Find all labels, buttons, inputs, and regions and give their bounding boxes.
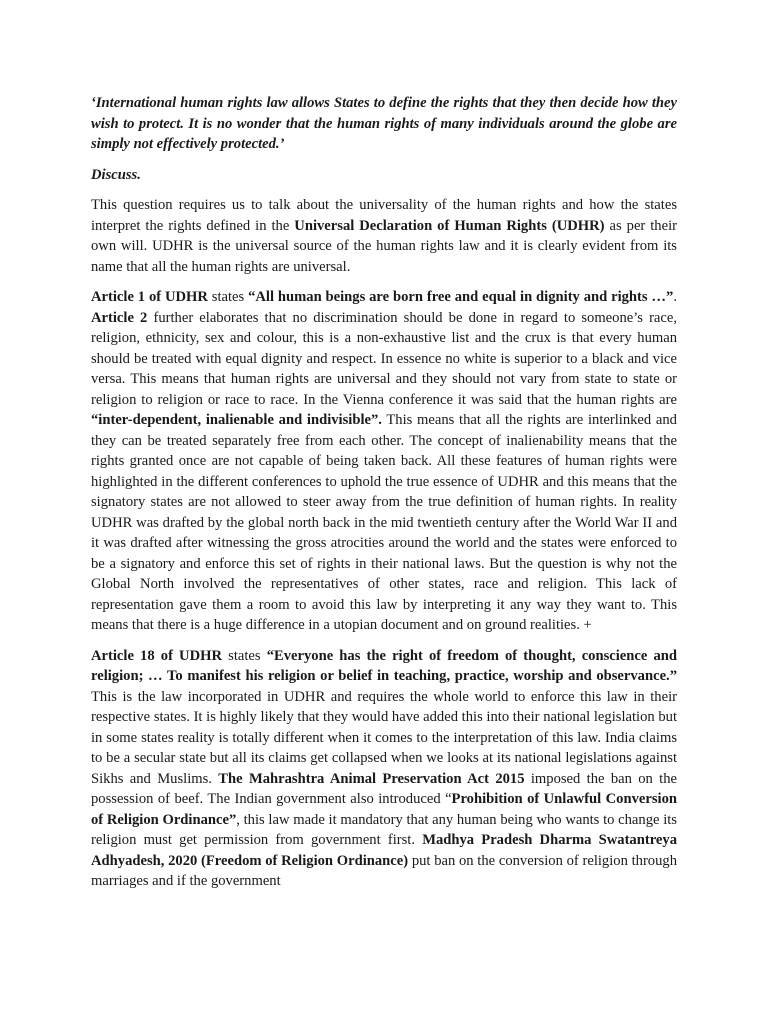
text-run: , this law made it mandatory that any human being who wants to change its religion must get permission from government first.	[91, 811, 677, 848]
essay-prompt: ‘International human rights law allows States to define the rights that they then decide how they wish to protect. It is no wonder that the human rights of many individuals around the globe are simply not effectively protected.’	[91, 95, 677, 152]
bold-term: Article 18 of UDHR	[91, 647, 223, 664]
paragraph-article-18	[91, 646, 677, 892]
bold-term: Madhya Pradesh Dharma Swatantreya Adhyadesh, 2020 (Freedom of Religion Ordinance)	[91, 832, 677, 869]
paragraph-intro	[91, 195, 677, 277]
bold-quote: “Everyone has the right of freedom of thought, conscience and religion; … To manifest his religion or belief in teaching, practice, worship and observance.”	[91, 647, 678, 684]
text-run: This question requires us to talk about the universality of the human rights and how the states interpret the rights defined in the	[91, 197, 677, 234]
text-run: imposed the ban on the possession of beef. The Indian government also introduced “	[91, 770, 677, 807]
text-run: states	[222, 647, 267, 664]
text-run: states	[207, 289, 249, 305]
bold-term: Article 1 of UDHR	[91, 289, 208, 305]
bold-term: Prohibition of Unlawful Conversion of Religion Ordinance”	[91, 791, 677, 828]
bold-term: The Mahrashtra Animal Preservation Act 2015	[218, 770, 525, 787]
text-run: further elaborates that no discrimination should be done in regard to someone’s race, religion, ethnicity, sex and colour, this is a non-exhaustive list and the crux is that every human should be treated with equal dignity and respect. In essence no white is superior to a black and vice versa. This means that human rights are universal and they should not vary from state to state or religion to religion or race to race. In the Vienna conference it was said that the human rights are	[91, 309, 678, 408]
bold-term: Article 2	[91, 309, 148, 326]
bold-quote: “All human beings are born free and equal in dignity and rights …”	[248, 289, 674, 305]
bold-quote: “inter-dependent, inalienable and indivisible”.	[91, 412, 382, 428]
text-run: .	[673, 289, 677, 305]
text-run: This is the law incorporated in UDHR and requires the whole world to enforce this law in their respective states. It is highly likely that they would have added this into their national legislation but in some states reality is totally different when it comes to the interpretation of this law. India claims to be a secular state but all its claims get collapsed when we looks at its national legislations against Sikhs and Muslims.	[91, 688, 677, 787]
text-run: as per their own will. UDHR is the universal source of the human rights law and it is clearly evident from its name that all the human rights are universal.	[91, 217, 678, 275]
text-run: This means that all the rights are interlinked and they can be treated separately free from each other. The concept of inalienability means that the rights granted once are not capable of being taken back. All these features of human rights were highlighted in the different conferences to uphold the true essence of UDHR and this means that the signatory states are not allowed to steer away from the true definition of human rights. In reality UDHR was drafted by the global north back in the mid twentieth century after the World War II and it was drafted after witnessing the gross atrocities around the world and the states were enforced to be a signatory and enforce this set of rights in their national laws. But the question is why not the Global North involved the representatives of other states, race and religion. This lack of representation gave them a room to avoid this law by interpreting it any way they want to. This means that there is a huge difference in a utopian document and on ground realities. +	[91, 412, 677, 633]
paragraph-article-1	[91, 287, 677, 636]
discuss-instruction: Discuss.	[91, 166, 141, 183]
text-run: put ban on the conversion of religion through marriages and if the government	[91, 852, 677, 889]
bold-term: Universal Declaration of Human Rights (UDHR)	[294, 217, 605, 234]
